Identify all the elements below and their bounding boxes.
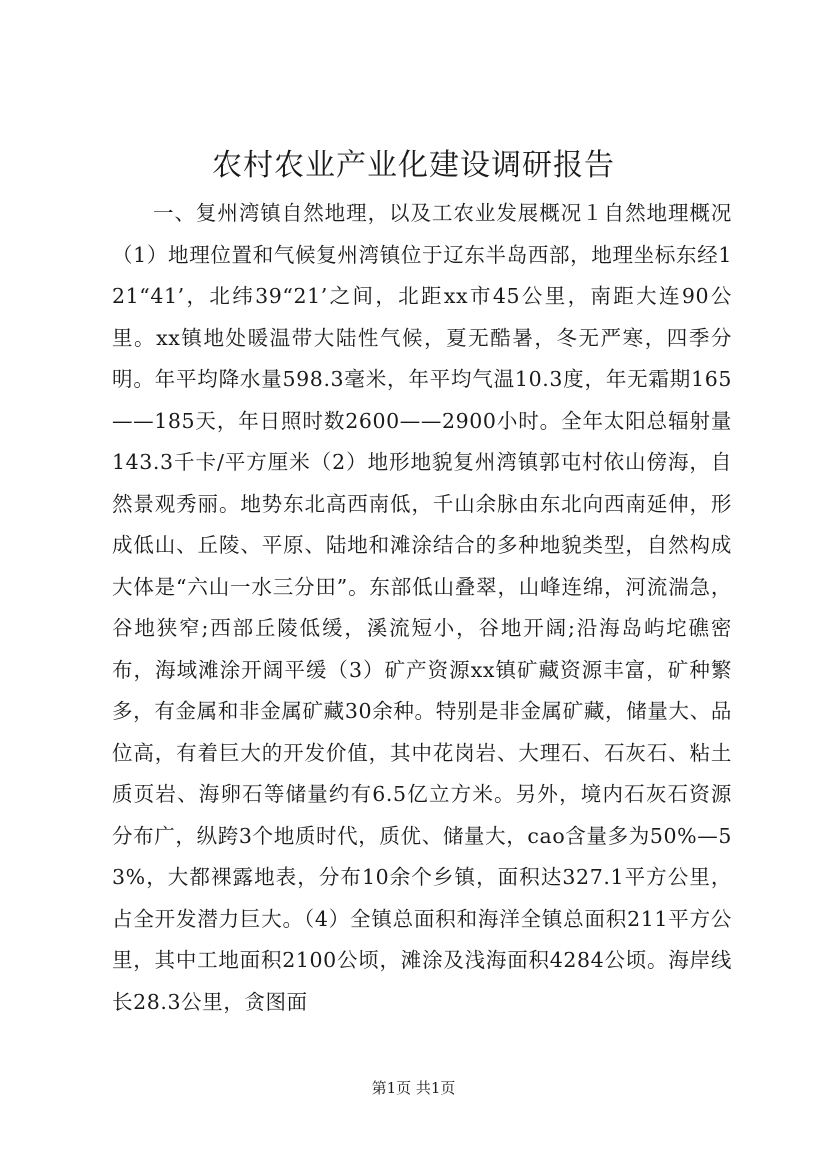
document-title: 农村农业产业化建设调研报告 xyxy=(212,148,615,183)
document-body-paragraph: 一、复州湾镇自然地理，以及工农业发展概况１自然地理概况（1）地理位置和气候复州湾镇位于辽东半岛西部，地理坐标东经121“41’，北纬39“21’之间，北距xx市45公里，南距大连90公里。xx镇地处暖温带大陆性气候，夏无酷暑，冬无严寒，四季分明。年平均降水量598.3毫米，年平均气温10.3度，年无霜期165——185天，年日照时数2600——2900小时。全年太阳总辐射量143.3千卡/平方厘米（2）地形地貌复州湾镇郭屯村依山傍海，自然景观秀丽。地势东北高西南低，千山余脉由东北向西南延伸，形成低山、丘陵、平原、陆地和滩涂结合的多种地貌类型，自然构成大体是“六山一水三分田”。东部低山叠翠，山峰连绵，河流湍急，谷地狭窄;西部丘陵低缓，溪流短小，谷地开阔;沿海岛屿坨礁密布，海域滩涂开阔平缓（3）矿产资源xx镇矿藏资源丰富，矿种繁多，有金属和非金属矿藏30余种。特别是非金属矿藏，储量大、品位高，有着巨大的开发价值，其中花岗岩、大理石、石灰石、粘土质页岩、海卵石等储量约有6.5亿立方米。另外，境内石灰石资源分布广，纵跨3个地质时代，质优、储量大，cao含量多为50%—53%，大都裸露地表，分布10余个乡镇，面积达327.1平方公里，占全开发潜力巨大。（4）全镇总面积和海洋全镇总面积211平方公里，其中工地面积2100公顷，滩涂及浅海面积4284公顷。海岸线长28.3公里，贪图面 xyxy=(112,201,732,1014)
page-number-footer: 第1页 共1页 xyxy=(371,1079,456,1097)
